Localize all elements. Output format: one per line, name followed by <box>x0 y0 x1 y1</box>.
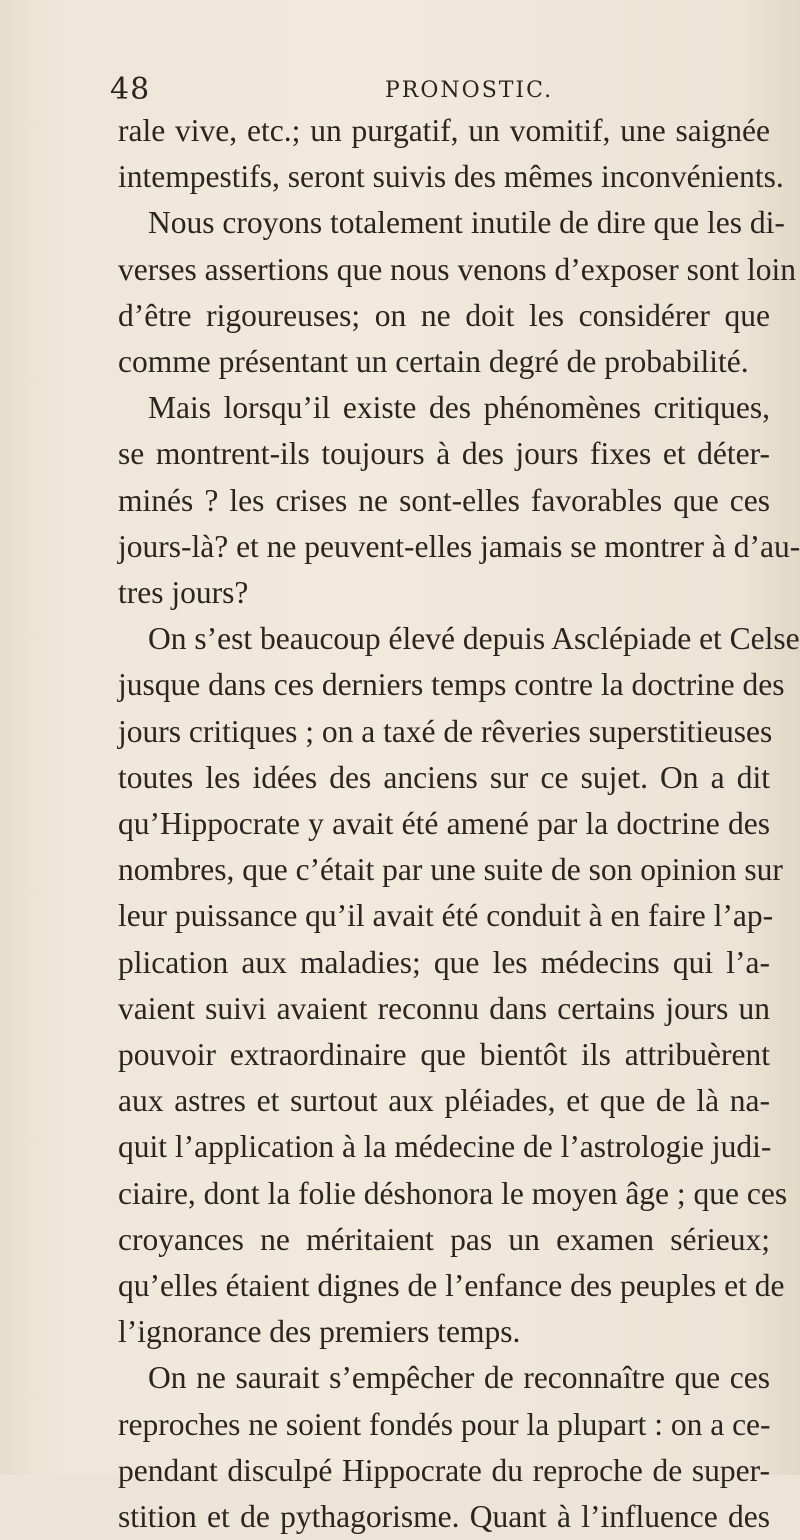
page-header <box>110 72 750 112</box>
text-line: ciaire, dont la folie déshonora le moyen âge ; que ces <box>118 1175 788 1211</box>
running-title: PRONOSTIC. <box>385 78 554 103</box>
text-line: toutes les idées des anciens sur ce sujet. On a dit <box>118 759 770 795</box>
text-line: intempestifs, seront suivis des mêmes inconvénients. <box>118 159 784 195</box>
text-line: minés ? les crises ne sont-elles favorables que ces <box>118 482 770 518</box>
text-line: plication aux maladies; que les médecins qui l’a- <box>118 944 770 980</box>
text-line: reproches ne soient fondés pour la plupart : on a ce- <box>118 1406 771 1442</box>
text-line: stition et de pythagorisme. Quant à l’influence des <box>118 1499 770 1535</box>
text-line: d’être rigoureuses; on ne doit les considérer que <box>118 297 770 333</box>
text-line: jusque dans ces derniers temps contre la doctrine des <box>118 667 785 703</box>
body-text <box>118 108 800 1540</box>
text-line: qu’Hippocrate y avait été amené par la doctrine des <box>118 806 770 842</box>
page-number: 48 <box>110 72 151 107</box>
text-line: tres jours? <box>118 575 249 611</box>
text-line: Mais lorsqu’il existe des phénomènes critiques, <box>148 390 770 426</box>
text-line: pendant disculpé Hippocrate du reproche de super- <box>118 1452 770 1488</box>
text-line: comme présentant un certain degré de probabilité. <box>118 344 749 380</box>
text-line: quit l’application à la médecine de l’astrologie judi- <box>118 1129 772 1165</box>
text-line: l’ignorance des premiers temps. <box>118 1314 521 1350</box>
text-line: jours-là? et ne peuvent-elles jamais se montrer à d’au- <box>118 528 800 564</box>
text-line: vaient suivi avaient reconnu dans certains jours un <box>118 990 770 1026</box>
text-line: nombres, que c’était par une suite de son opinion sur <box>118 852 783 888</box>
text-line: Nous croyons totalement inutile de dire que les di- <box>148 205 785 241</box>
text-line: se montrent-ils toujours à des jours fixes et déter- <box>118 436 770 472</box>
text-line: aux astres et surtout aux pléiades, et que de là na- <box>118 1083 770 1119</box>
text-line: qu’elles étaient dignes de l’enfance des peuples et de <box>118 1268 785 1304</box>
text-line: jours critiques ; on a taxé de rêveries superstitieuses <box>118 713 773 749</box>
text-line: croyances ne méritaient pas un examen sérieux; <box>118 1221 770 1257</box>
text-line: pouvoir extraordinaire que bientôt ils attribuèrent <box>118 1037 770 1073</box>
text-line: On ne saurait s’empêcher de reconnaître que ces <box>148 1360 770 1396</box>
text-line: verses assertions que nous venons d’exposer sont loin <box>118 251 797 287</box>
text-line: leur puissance qu’il avait été conduit à en faire l’ap- <box>118 898 774 934</box>
text-line: rale vive, etc.; un purgatif, un vomitif, une saignée <box>118 113 770 148</box>
text-line: On s’est beaucoup élevé depuis Asclépiade et Celse <box>148 621 800 657</box>
